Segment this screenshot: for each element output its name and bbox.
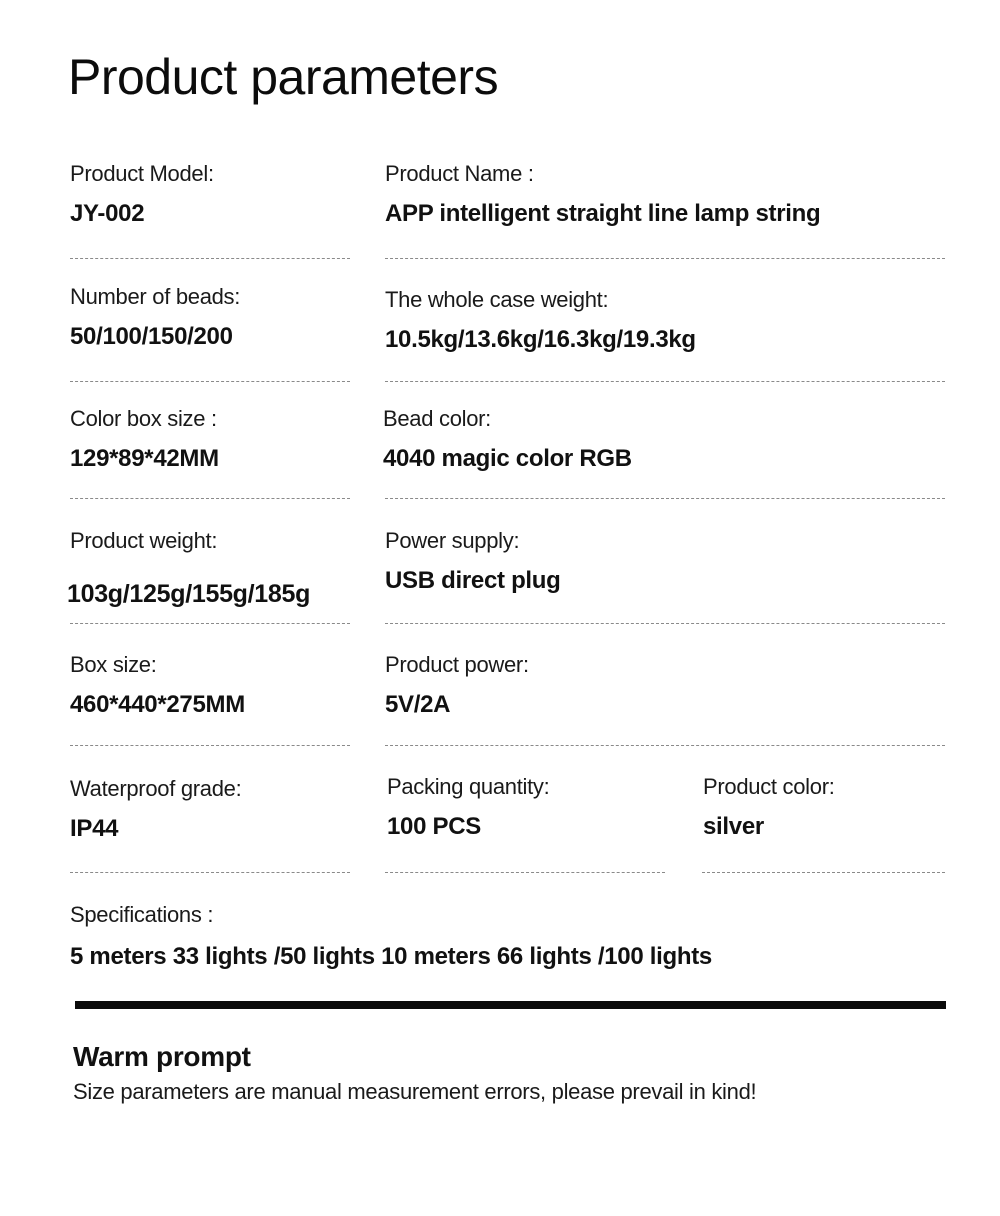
param-label: Box size: (70, 652, 157, 677)
divider (70, 498, 350, 499)
param-waterproof-grade (70, 778, 241, 841)
warm-prompt-text: Size parameters are manual measurement errors, please prevail in kind! (73, 1079, 757, 1104)
divider (385, 498, 945, 499)
param-label: Color box size : (70, 406, 217, 431)
param-value: IP44 (70, 815, 119, 842)
param-product-weight (67, 528, 311, 608)
divider (70, 872, 350, 873)
divider (385, 258, 945, 259)
param-product-power (385, 654, 529, 717)
divider (70, 258, 350, 259)
param-label: Product power: (385, 652, 529, 677)
divider (70, 745, 350, 746)
param-value: APP intelligent straight line lamp string (385, 200, 821, 227)
param-value: 460*440*275MM (70, 691, 245, 718)
param-value: 50/100/150/200 (70, 323, 233, 350)
param-value: 10.5kg/13.6kg/16.3kg/19.3kg (385, 326, 696, 353)
param-value: silver (703, 813, 764, 840)
divider (70, 623, 350, 624)
divider (385, 623, 945, 624)
param-value: 5V/2A (385, 691, 451, 718)
param-value: USB direct plug (385, 567, 561, 594)
page-title: Product parameters (68, 49, 499, 105)
param-value: 5 meters 33 lights /50 lights 10 meters 66 lights /100 lights (70, 943, 712, 970)
param-value: JY-002 (70, 200, 145, 227)
param-label: Bead color: (383, 406, 491, 431)
param-specifications (70, 904, 712, 969)
section-divider (75, 1001, 946, 1009)
param-label: Waterproof grade: (70, 776, 242, 801)
divider (702, 872, 945, 873)
param-value: 103g/125g/155g/185g (67, 580, 311, 608)
divider (385, 381, 945, 382)
param-number-of-beads (70, 286, 240, 349)
param-label: The whole case weight: (385, 287, 609, 312)
param-product-name (385, 163, 820, 226)
divider (385, 872, 665, 873)
param-value: 100 PCS (387, 813, 481, 840)
param-product-model (70, 163, 214, 226)
param-label: Power supply: (385, 528, 520, 553)
param-label: Number of beads: (70, 284, 241, 309)
divider (70, 381, 350, 382)
divider (385, 745, 945, 746)
param-box-size (70, 654, 245, 717)
param-label: Product color: (703, 774, 835, 799)
param-value: 129*89*42MM (70, 445, 219, 472)
param-power-supply (385, 530, 561, 593)
param-bead-color (383, 408, 632, 471)
param-label: Specifications : (70, 902, 214, 927)
param-case-weight (385, 289, 696, 352)
param-packing-quantity (387, 776, 549, 839)
param-product-color (703, 776, 835, 839)
param-color-box-size (70, 408, 219, 471)
param-value: 4040 magic color RGB (383, 445, 632, 472)
param-label: Product Name : (385, 161, 534, 186)
param-label: Product weight: (70, 528, 218, 553)
param-label: Product Model: (70, 161, 214, 186)
warm-prompt-title: Warm prompt (73, 1041, 251, 1072)
param-label: Packing quantity: (387, 774, 550, 799)
